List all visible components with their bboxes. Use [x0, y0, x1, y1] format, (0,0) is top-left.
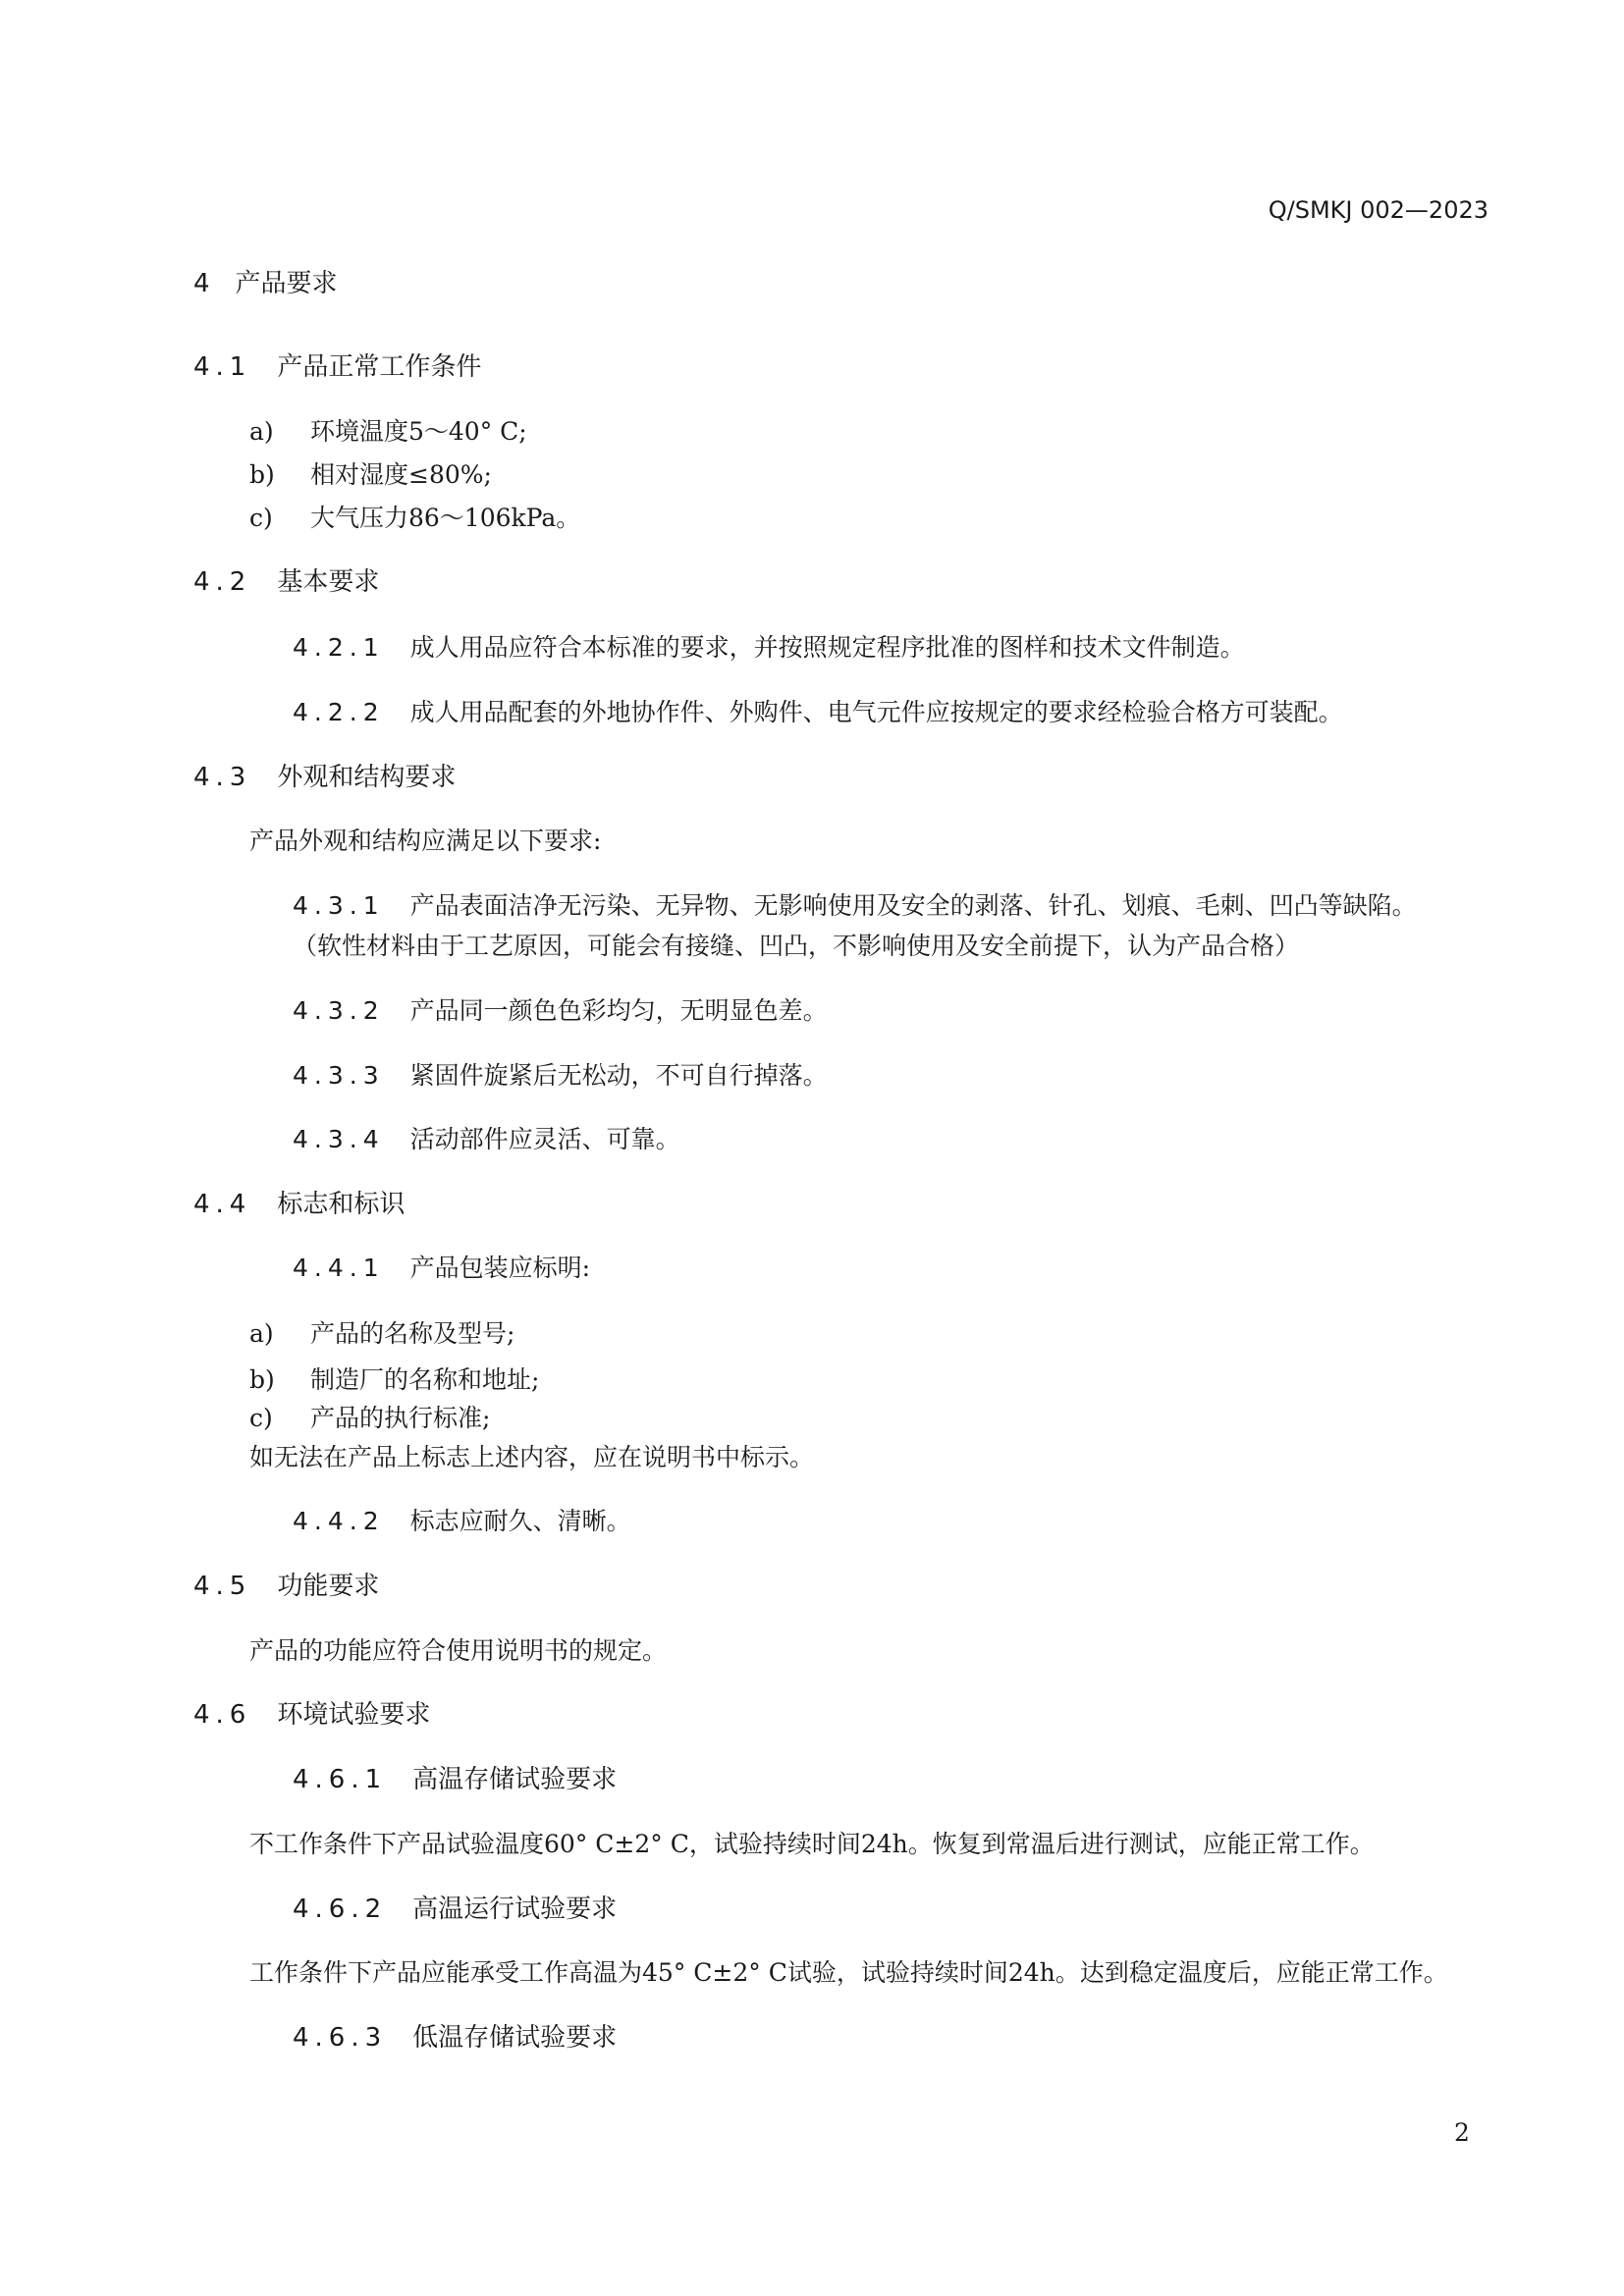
clause-4-3-1-note: （软性材料由于工艺原因，可能会有接缝、凹凸，不影响使用及安全前提下，认为产品合格）: [293, 932, 1300, 960]
clause-text: 产品同一颜色色彩均匀，无明显色差。: [409, 996, 828, 1025]
clause-text: 活动部件应灵活、可靠。: [409, 1125, 680, 1153]
section-title: 产品正常工作条件: [277, 352, 482, 382]
page-number: 2: [1454, 2118, 1470, 2147]
section-number: 4.2: [193, 567, 252, 597]
list-text: 大气压力86～106kPa。: [310, 504, 581, 532]
clause-text: 标志应耐久、清晰。: [409, 1507, 631, 1535]
clause-number: 4.4.2: [293, 1507, 385, 1535]
clause-4-3-4: [293, 1123, 680, 1156]
list-item: [249, 1363, 539, 1397]
clause-4-2-1: [293, 631, 1245, 665]
list-item: [249, 415, 527, 449]
section-4-4-heading: [193, 1188, 405, 1221]
section-number: 4.4: [193, 1190, 252, 1219]
list-marker: c): [249, 1404, 273, 1432]
list-item: [249, 1402, 490, 1435]
section-intro: 产品外观和结构应满足以下要求:: [249, 827, 602, 855]
section-4-3-heading: [193, 761, 456, 794]
clause-number: 4.2.1: [293, 633, 385, 662]
document-code: Q/SMKJ 002—2023: [1268, 196, 1489, 224]
section-4-6-heading: [193, 1698, 430, 1732]
list-item: [249, 1317, 514, 1351]
list-marker: a): [249, 417, 274, 446]
list-marker: a): [249, 1319, 274, 1348]
list-marker: c): [249, 504, 273, 532]
list-marker: b): [249, 460, 275, 489]
section-title: 外观和结构要求: [277, 763, 457, 792]
section-title: 标志和标识: [277, 1190, 406, 1219]
section-title: 环境试验要求: [277, 1700, 431, 1730]
clause-4-3-2: [293, 994, 828, 1028]
section-4-heading: [193, 267, 338, 300]
section-number: 4.5: [193, 1572, 252, 1601]
clause-number: 4.3.4: [293, 1125, 385, 1153]
clause-4-2-2: [293, 696, 1343, 729]
section-4-1-heading: [193, 350, 481, 384]
clause-text: 成人用品应符合本标准的要求，并按照规定程序批准的图样和技术文件制造。: [409, 633, 1245, 662]
list-text: 产品的执行标准;: [310, 1404, 491, 1432]
clause-4-6-2-heading: [293, 1893, 617, 1926]
clause-number: 4.3.1: [293, 891, 385, 920]
clause-title: 高温运行试验要求: [412, 1895, 618, 1924]
clause-text: 产品表面洁净无污染、无异物、无影响使用及安全的剥落、针孔、划痕、毛刺、凹凸等缺陷。: [409, 891, 1417, 920]
clause-4-6-1-heading: [293, 1763, 617, 1796]
section-number: 4.3: [193, 763, 252, 792]
section-title: 基本要求: [277, 567, 380, 597]
list-text: 环境温度5～40° C;: [310, 417, 527, 446]
clause-number: 4.6.2: [293, 1895, 388, 1924]
list-item: [249, 502, 580, 535]
section-4-5-heading: [193, 1570, 379, 1603]
section-note: 如无法在产品上标志上述内容，应在说明书中标示。: [249, 1443, 815, 1471]
section-text: 产品的功能应符合使用说明书的规定。: [249, 1636, 668, 1665]
list-text: 产品的名称及型号;: [310, 1319, 515, 1348]
section-number: 4.6: [193, 1700, 252, 1730]
clause-4-3-3: [293, 1059, 828, 1093]
section-title: 功能要求: [277, 1572, 380, 1601]
list-item: [249, 458, 492, 492]
section-4-2-heading: [193, 565, 379, 599]
clause-4-4-2: [293, 1505, 631, 1538]
clause-number: 4.4.1: [293, 1254, 385, 1282]
clause-4-3-1: [293, 889, 1417, 923]
clause-4-6-1-text: 不工作条件下产品试验温度60° C±2° C，试验持续时间24h。恢复到常温后进行测试，应能正常工作。: [249, 1830, 1375, 1858]
clause-number: 4.6.3: [293, 2023, 388, 2053]
list-marker: b): [249, 1365, 275, 1394]
clause-title: 低温存储试验要求: [412, 2023, 618, 2053]
list-text: 制造厂的名称和地址;: [310, 1365, 540, 1394]
clause-4-6-2-text: 工作条件下产品应能承受工作高温为45° C±2° C试验，试验持续时间24h。达到稳定温度后，应能正常工作。: [249, 1958, 1448, 1987]
clause-number: 4.6.1: [293, 1765, 388, 1794]
list-text: 相对湿度≤80%;: [310, 460, 492, 489]
section-title: 产品要求: [235, 269, 338, 298]
clause-4-4-1: [293, 1252, 590, 1285]
clause-text: 成人用品配套的外地协作件、外购件、电气元件应按规定的要求经检验合格方可装配。: [409, 698, 1343, 726]
section-number: 4: [193, 269, 210, 298]
clause-4-6-3-heading: [293, 2021, 617, 2055]
clause-number: 4.2.2: [293, 698, 385, 726]
clause-text: 产品包装应标明:: [409, 1254, 591, 1282]
clause-number: 4.3.2: [293, 996, 385, 1025]
clause-title: 高温存储试验要求: [412, 1765, 618, 1794]
clause-text: 紧固件旋紧后无松动，不可自行掉落。: [409, 1061, 828, 1090]
section-number: 4.1: [193, 352, 252, 382]
clause-number: 4.3.3: [293, 1061, 385, 1090]
